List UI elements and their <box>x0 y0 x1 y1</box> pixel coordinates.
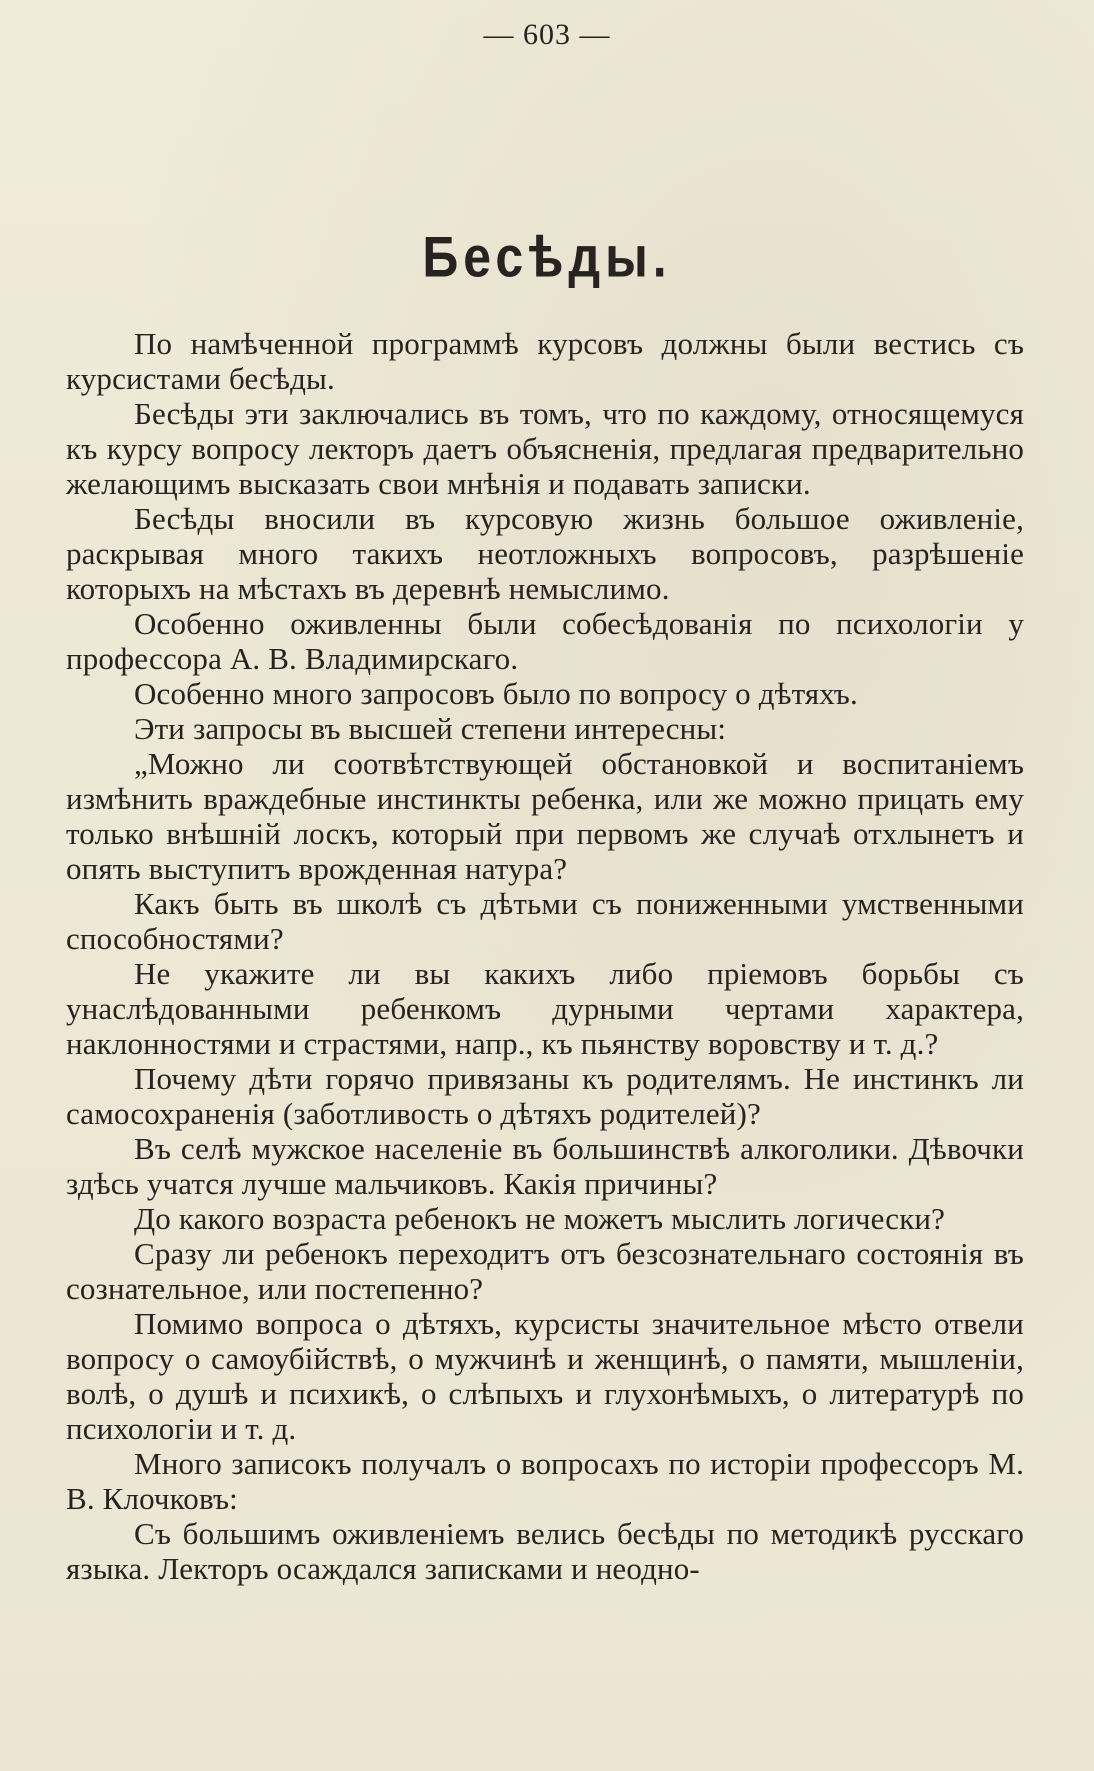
paragraph: „Можно ли соотвѣтствующей обстановкой и воспитаніемъ измѣнить враждебные инстинкты ребенка, или же можно прицать ему только внѣшній лоскъ, который при первомъ же случаѣ отхлынетъ и опять выступитъ врожденная натура? <box>66 746 1024 886</box>
paragraph: Не укажите ли вы какихъ либо пріемовъ борьбы съ унаслѣдованными ребенкомъ дурными чертами характера, наклонностями и страстями, напр., къ пьянству воровству и т. д.? <box>66 956 1024 1061</box>
page-number: — 603 — <box>483 18 611 51</box>
paragraph: До какого возраста ребенокъ не можетъ мыслить логически? <box>134 1201 946 1236</box>
paragraph: Эти запросы въ высшей степени интересны: <box>134 711 727 746</box>
paragraph: Бесѣды эти заключались въ томъ, что по каждому, относящемуся къ курсу вопросу лекторъ даетъ объясненія, предлагая предварительно желающимъ высказать свои мнѣнія и подавать записки. <box>66 396 1024 501</box>
paragraph: Въ селѣ мужское населеніе въ большинствѣ алкоголики. Дѣвочки здѣсь учатся лучше мальчиковъ. Какія причины? <box>66 1131 1024 1201</box>
paragraph: Много записокъ получалъ о вопросахъ по исторіи профессоръ М. В. Клочковъ: <box>66 1446 1024 1516</box>
paragraph: Сразу ли ребенокъ переходитъ отъ безсознательнаго состоянія въ сознательное, или постепенно? <box>66 1236 1024 1306</box>
paragraph: По намѣченной программѣ курсовъ должны были вестись съ курсистами бесѣды. <box>66 326 1024 396</box>
paragraph: Съ большимъ оживленіемъ велись бесѣды по методикѣ русскаго языка. Лекторъ осаждался записками и неодно- <box>66 1516 1024 1586</box>
paragraph: Почему дѣти горячо привязаны къ родителямъ. Не инстинкъ ли самосохраненія (заботливость о дѣтяхъ родителей)? <box>66 1061 1024 1131</box>
paragraph: Бесѣды вносили въ курсовую жизнь большое оживленіе, раскрывая много такихъ неотложныхъ вопросовъ, разрѣшеніе которыхъ на мѣстахъ въ деревнѣ немыслимо. <box>66 501 1024 606</box>
paragraph: Особенно оживленны были собесѣдованія по психологіи у профессора А. В. Владимирскаго. <box>66 606 1024 676</box>
paragraph: Особенно много запросовъ было по вопросу о дѣтяхъ. <box>134 676 858 711</box>
section-title: Бесѣды. <box>422 224 672 290</box>
paragraph: Какъ быть въ школѣ съ дѣтьми съ пониженными умственными способностями? <box>66 886 1024 956</box>
body-text <box>66 326 1024 1586</box>
paragraph: Помимо вопроса о дѣтяхъ, курсисты значительное мѣсто отвели вопросу о самоубійствѣ, о мужчинѣ и женщинѣ, о памяти, мышленіи, волѣ, о душѣ и психикѣ, о слѣпыхъ и глухонѣмыхъ, о литературѣ по психологіи и т. д. <box>66 1306 1024 1446</box>
